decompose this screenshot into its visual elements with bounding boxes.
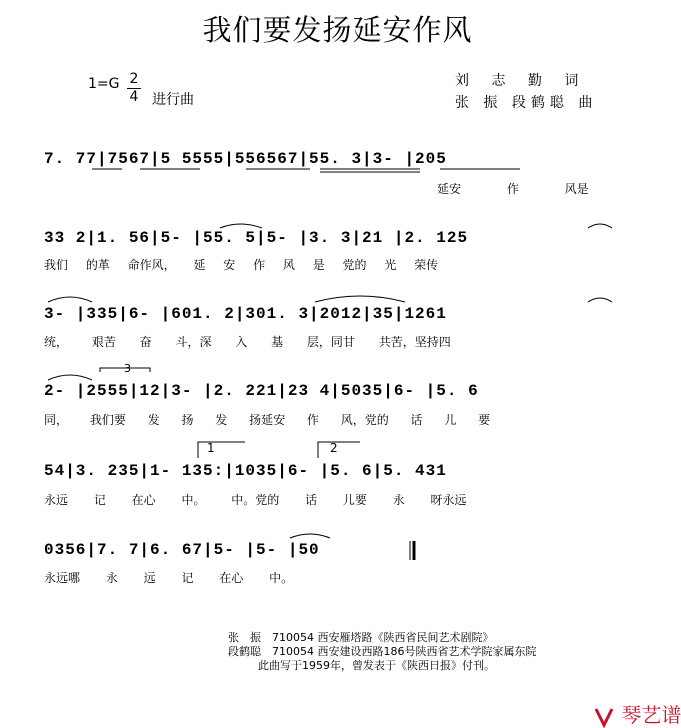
footer-line-2: 段鹤聪 710054 西安建设西路186号陕西省艺术学院家属东院 — [228, 645, 537, 658]
footer-line-1: 张 振 710054 西安雁塔路《陕西省民间艺术剧院》 — [228, 631, 494, 644]
score-row-2-notes: 33 2|1. 56|5- |55. 5|5- |3. 3|21 |2. 125 — [44, 229, 469, 247]
score-row-4-lyrics: 同， 我们要 发 扬 发 扬延安 作 风，党的 话 儿 要 — [44, 413, 491, 427]
score-row-2-lyrics: 我们 的革 命作风， 延 安 作 风 是 党的 光 荣传 — [44, 258, 439, 272]
score-row-5-notes: 54|3. 235|1- 135:|1035|6- |5. 6|5. 431 — [44, 462, 447, 480]
second-ending-number: 2 — [330, 441, 338, 455]
footer-line-3: 此曲写于1959年，曾发表于《陕西日报》付刊。 — [258, 659, 495, 672]
score-row-5-lyrics: 永远 记 在心 中。 中。党的 话 儿要 永 呀永远 — [44, 493, 467, 507]
first-ending-number: 1 — [207, 441, 215, 455]
composer-credit: 张 振 段鹤聪 曲 — [455, 95, 598, 111]
tempo-marking: 进行曲 — [152, 92, 194, 108]
score-row-6-lyrics: 永远哪 永 远 记 在心 中。 — [44, 571, 294, 585]
lyricist-credit: 刘 志 勤 词 — [455, 73, 588, 89]
score-row-3-notes: 3- |335|6- |601. 2|301. 3|2012|35|1261 — [44, 305, 447, 323]
watermark-text: 琴艺谱 — [621, 703, 681, 727]
key-signature: 1=G — [88, 76, 120, 92]
score-row-3-lyrics: 统， 艰苦 奋 斗，深 入 基 层，同甘 共苦，坚持四 — [44, 335, 451, 349]
score-row-1-notes: 7. 77|7567|5 5555|556567|55. 3|3- |205 — [44, 150, 447, 168]
page-title: 我们要发扬延安作风 — [202, 13, 473, 47]
triplet-number: 3 — [124, 362, 131, 375]
watermark-logo — [593, 699, 681, 728]
time-signature-bottom: 4 — [129, 89, 139, 105]
score-row-4-notes: 2- |2555|12|3- |2. 221|23 4|5035|6- |5. 6 — [44, 382, 479, 400]
score-row-6-notes: 0356|7. 7|6. 67|5- |5- |50 — [44, 541, 320, 559]
score-row-1-lyrics: 延安 作 风是 — [437, 182, 589, 196]
time-signature-top: 2 — [129, 71, 139, 87]
logo-icon — [593, 707, 615, 727]
